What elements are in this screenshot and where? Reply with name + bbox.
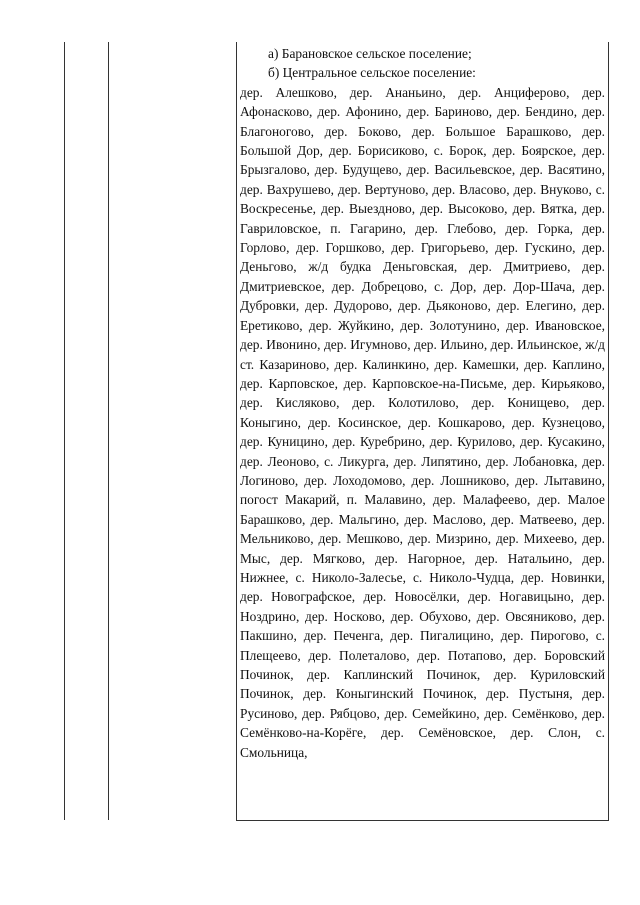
- table-column-border: [64, 42, 65, 820]
- item-b: б) Центральное сельское поселение:: [268, 65, 476, 81]
- item-a: а) Барановское сельское поселение;: [268, 46, 472, 61]
- table-cell-text: [240, 44, 605, 762]
- table-column-border: [608, 42, 609, 820]
- settlements-list: дер. Алешково, дер. Ананьино, дер. Анциферово, дер. Афонасково, дер. Афонино, дер. Бариново, дер. Бендино, дер. Благоногово, дер. Боково, дер. Большое Барашково, дер. Большой Дор, дер. Борисиково, с. Борок, дер. Боярское, дер. Брызгалово, дер. Будущево, дер. Васильевское, дер. Васятино, дер. Вахрушево, дер. Вертуново, дер. Власово, дер. Внуково, с. Воскресенье, дер. Выездново, дер. Высоково, дер. Вятка, дер. Гавриловское, п. Гагарино, дер. Глебово, дер. Горка, дер. Горлово, дер. Горшково, дер. Григорьево, дер. Гускино, дер. Деньгово, ж/д будка Деньговская, дер. Дмитриево, дер. Дмитриевское, дер. Добрецово, с. Дор, дер. Дор-Шача, дер. Дубровки, дер. Дудорово, дер. Дьяконово, дер. Елегино, дер. Еретиково, дер. Жуйкино, дер. Золотунино, дер. Ивановское, дер. Ивонино, дер. Игумново, дер. Ильино, дер. Ильинское, ж/д ст. Казариново, дер. Калинкино, дер. Камешки, дер. Каплино, дер. Карповское, дер. Карповское-на-Письме, дер. Кирьяково, дер. Кисляково, дер. Колотилово, дер. Конищево, дер. Коныгино, дер. Косинское, дер. Кошкарово, дер. Кузнецово, дер. Куницино, дер. Куребрино, дер. Курилово, дер. Кусакино, дер. Леоново, с. Ликурга, дер. Липятино, дер. Лобановка, дер. Логиново, дер. Лоходомово, дер. Лошниково, дер. Лытавино, погост Макарий, п. Малавино, дер. Малафеево, дер. Малое Барашково, дер. Мальгино, дер. Маслово, дер. Матвеево, дер. Мельниково, дер. Мешково, дер. Мизрино, дер. Михеево, дер. Мыс, дер. Мягково, дер. Нагорное, дер. Натальино, дер. Нижнее, с. Николо-Залесье, с. Николо-Чудца, дер. Новинки, дер. Новографское, дер. Новосёлки, дер. Ногавицыно, дер. Ноздрино, дер. Носково, дер. Обухово, дер. Овсяниково, дер. Пакшино, дер. Печенга, дер. Пигалицино, дер. Пирогово, с. Плещеево, дер. Полеталово, дер. Потапово, дер. Боровский Починок, дер. Каплинский Починок, дер. Куриловский Починок, дер. Коныгинский Починок, дер. Пустыня, дер. Русиново, дер. Рябцово, дер. Семейкино, дер. Семёнково, дер. Семёнково-на-Корёге, дер. Семёновское, дер. Слон, с. Смольница,: [240, 84, 605, 760]
- table-column-border: [108, 42, 109, 820]
- table-bottom-border: [236, 820, 609, 821]
- table-column-border: [236, 42, 237, 820]
